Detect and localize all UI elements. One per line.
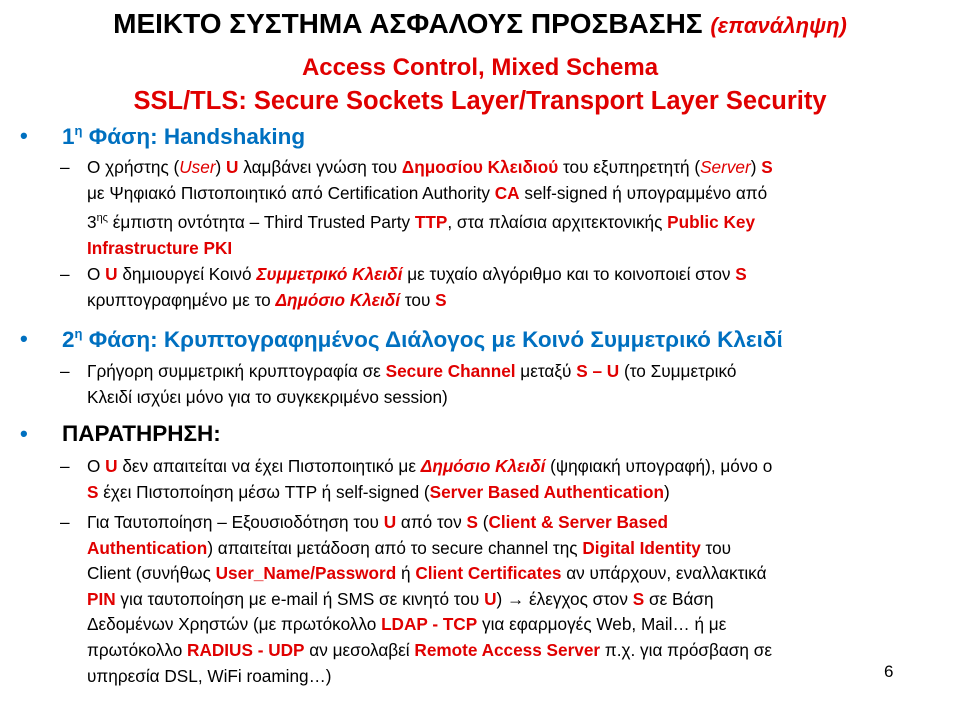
text-run: Δημόσιο Κλειδί — [275, 289, 401, 310]
text-run: με τυχαίο αλγόριθμο και το κοινοποιεί στον — [402, 264, 736, 284]
dash-icon: – — [60, 264, 70, 284]
text-run: U — [226, 157, 239, 177]
text-run: TTP — [414, 212, 448, 233]
text-run: Ο — [87, 264, 106, 284]
text-run: U — [105, 456, 118, 476]
text-run: (το Συμμετρικό — [619, 361, 737, 381]
text-run: S — [761, 157, 773, 177]
text-run: Δεδομένων Χρηστών (με πρωτόκολλο — [87, 614, 382, 635]
text-line — [87, 181, 947, 207]
phase1-number: 1 — [62, 124, 75, 149]
dash-icon: – — [60, 512, 70, 532]
text-run: S – U — [576, 361, 620, 381]
text-run: ( — [477, 512, 489, 532]
text-run: αν υπάρχουν, εναλλακτικά — [561, 563, 767, 584]
text-run: ης — [96, 212, 108, 225]
text-run: CA — [494, 182, 520, 203]
text-run: Client Certificates — [415, 563, 562, 584]
text-run: , στα πλαίσια αρχιτεκτονικής — [447, 212, 668, 233]
text-line — [87, 262, 947, 288]
text-line — [87, 612, 947, 638]
text-run: κρυπτογραφημένο με το — [87, 289, 276, 310]
text-line — [87, 638, 947, 664]
text-run: π.χ. για πρόσβαση σε — [600, 639, 773, 660]
text-run: Συμμετρικό Κλειδί — [256, 264, 403, 284]
text-run: δημιουργεί Κοινό — [117, 264, 257, 284]
text-run: Για Ταυτοποίηση – Εξουσιοδότηση του — [87, 512, 384, 532]
text-run: υπηρεσία DSL, WiFi roaming…) — [87, 665, 332, 686]
text-run: μεταξύ — [515, 361, 577, 381]
text-run: έχει Πιστοποίηση μέσω TTP ή self-signed ( — [98, 481, 430, 502]
text-line — [87, 587, 947, 613]
phase2-ordinal: η — [74, 326, 83, 341]
text-run: LDAP - TCP — [381, 614, 478, 635]
text-run: του — [400, 289, 436, 310]
text-run: σε Βάση — [644, 588, 714, 609]
text-line — [87, 155, 947, 181]
phase1-ordinal: η — [74, 123, 83, 138]
page-number: 6 — [884, 662, 894, 681]
text-run: Client & Server Based — [488, 512, 669, 532]
text-line — [87, 206, 947, 236]
text-run: ) → έλεγχος στον — [496, 588, 633, 609]
text-run: S — [735, 264, 747, 284]
dash-icon: – — [60, 456, 70, 476]
text-run: Ο — [87, 456, 106, 476]
text-run: με Ψηφιακό Πιστοποιητικό από Certification Authority — [87, 182, 495, 203]
text-run: Κλειδί ισχύει μόνο για το συγκεκριμένο session) — [87, 386, 448, 407]
text-run: για ταυτοποίηση με e-mail ή SMS σε κινητό του — [115, 588, 485, 609]
text-run: User — [179, 157, 216, 177]
text-run: Digital Identity — [582, 537, 701, 558]
text-run: Client (συνήθως — [87, 563, 216, 584]
text-run: πρωτόκολλο — [87, 639, 188, 660]
text-run: (ψηφιακή υπογραφή), μόνο ο — [545, 456, 773, 476]
text-run: Remote Access Server — [414, 639, 601, 660]
dash-icon: – — [60, 157, 70, 177]
note-item-2-text — [87, 510, 947, 689]
text-run: Γρήγορη συμμετρική κρυπτογραφία σε — [87, 361, 386, 381]
text-run: Ο χρήστης ( — [87, 157, 180, 177]
bullet-icon: • — [20, 326, 28, 351]
text-run: του — [700, 537, 732, 558]
text-run: S — [435, 289, 447, 310]
text-run: για εφαρμογές Web, Mail… ή με — [477, 614, 727, 635]
phase1-label: Φάση: Handshaking — [82, 124, 306, 149]
text-run: από τον — [396, 512, 467, 532]
phase2-item-1-text — [87, 359, 947, 410]
text-run: S — [466, 512, 478, 532]
text-run: του εξυπηρετητή ( — [558, 157, 701, 177]
text-run: Server — [700, 157, 751, 177]
phase1-item-2-text — [87, 262, 947, 313]
phase2-label: Φάση: Κρυπτογραφημένος Διάλογος με Κοινό Συμμετρικό Κλειδί — [82, 327, 783, 352]
text-line — [87, 236, 947, 262]
text-run: ) — [663, 481, 670, 502]
text-run: PIN — [87, 588, 116, 609]
text-run: ) — [215, 157, 227, 177]
dash-icon: – — [60, 361, 70, 381]
bullet-icon: • — [20, 421, 28, 446]
slide-title-main: ΜΕΙΚΤΟ ΣΥΣΤΗΜΑ ΑΣΦΑΛΟΥΣ ΠΡΟΣΒΑΣΗΣ — [113, 8, 703, 39]
text-line — [87, 536, 947, 562]
text-run: λαμβάνει γνώση του — [238, 157, 402, 177]
note-item-1-text — [87, 454, 947, 505]
text-run: self-signed ή υπογραμμένο από — [519, 182, 768, 203]
text-run: έμπιστη οντότητα – Third Trusted Party — [107, 212, 415, 233]
text-line — [87, 454, 947, 480]
text-run: U — [484, 588, 497, 609]
text-run: Secure Channel — [385, 361, 516, 381]
text-run: ή — [396, 563, 416, 584]
text-run: 3 — [87, 212, 97, 233]
text-run: ) — [750, 157, 762, 177]
text-run: U — [105, 264, 118, 284]
text-line — [87, 664, 947, 690]
note-label: ΠΑΡΑΤΗΡΗΣΗ: — [62, 421, 221, 446]
text-run: Server Based Authentication — [429, 481, 664, 502]
phase2-number: 2 — [62, 327, 75, 352]
text-run: Authentication — [87, 537, 208, 558]
text-line — [87, 561, 947, 587]
text-line — [87, 385, 947, 411]
text-run: User_Name/Password — [215, 563, 397, 584]
text-line — [87, 288, 947, 314]
text-run: U — [383, 512, 397, 532]
phase1-item-1-text — [87, 155, 947, 261]
text-line — [87, 510, 947, 536]
slide-subtitle-2: SSL/TLS: Secure Sockets Layer/Transport Layer Security — [133, 87, 827, 115]
text-run: Infrastructure PKI — [87, 237, 233, 258]
text-run: Δημοσίου Κλειδιού — [401, 157, 559, 177]
slide-subtitle-1: Access Control, Mixed Schema — [301, 54, 659, 81]
bullet-icon: • — [20, 123, 28, 148]
slide-title — [0, 8, 960, 40]
text-run: Δημόσιο Κλειδί — [420, 456, 546, 476]
text-run: δεν απαιτείται να έχει Πιστοποιητικό με — [117, 456, 421, 476]
text-line — [87, 480, 947, 506]
text-line — [87, 359, 947, 385]
slide-title-suffix: (επανάληψη) — [710, 13, 847, 38]
text-run: S — [632, 588, 645, 609]
text-run: S — [87, 481, 99, 502]
text-run: RADIUS - UDP — [187, 639, 305, 660]
text-run: Public Key — [667, 212, 756, 233]
text-run: αν μεσολαβεί — [304, 639, 415, 660]
text-run: ) απαιτείται μετάδοση από το secure channel της — [207, 537, 583, 558]
